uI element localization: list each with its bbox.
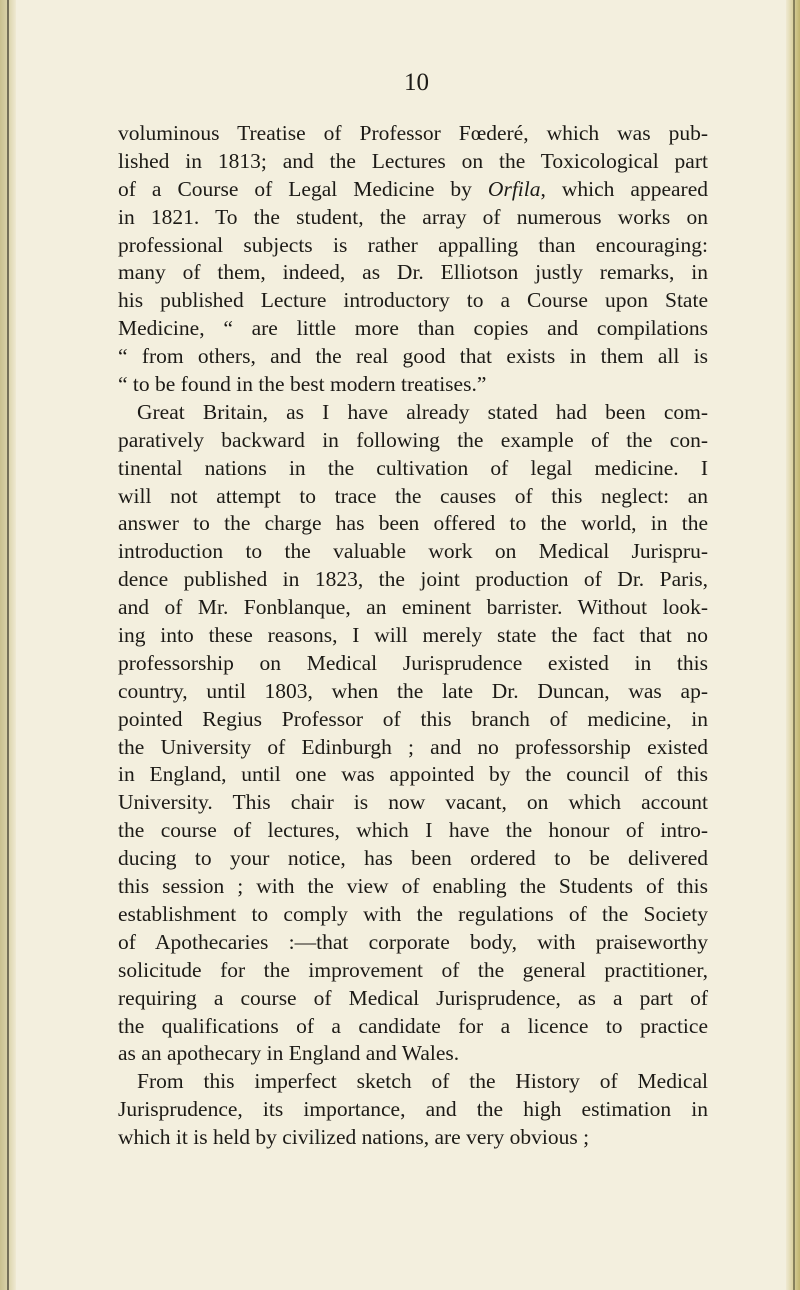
text-run: answer to the charge has been offered to the world, in the — [118, 511, 708, 536]
text-run: paratively backward in following the example of the con- — [118, 427, 708, 452]
text-line — [118, 204, 708, 232]
text-line — [118, 845, 708, 873]
text-run: pointed Regius Professor of this branch of medicine, in — [118, 706, 708, 731]
text-line — [118, 232, 708, 260]
text-line — [118, 259, 708, 287]
text-line — [118, 510, 708, 538]
text-run: dence published in 1823, the joint production of Dr. Paris, — [118, 567, 708, 592]
text-run: professorship on Medical Jurisprudence existed in this — [118, 650, 708, 675]
text-run: of Apothecaries :—that corporate body, with praiseworthy — [118, 929, 708, 954]
text-line — [118, 1040, 708, 1068]
text-run: solicitude for the improvement of the general practitioner, — [118, 957, 708, 982]
text-run: establishment to comply with the regulations of the Society — [118, 901, 708, 926]
text-run: his published Lecture introductory to a Course upon State — [118, 288, 708, 313]
text-line — [118, 985, 708, 1013]
text-line — [118, 566, 708, 594]
text-run: of a Course of Legal Medicine by — [118, 176, 488, 201]
text-run: Jurisprudence, its importance, and the high estimation in — [118, 1097, 708, 1122]
text-run: the course of lectures, which I have the honour of intro- — [118, 818, 708, 843]
text-line — [118, 873, 708, 901]
text-line — [118, 287, 708, 315]
text-run: the University of Edinburgh ; and no professorship existed — [118, 734, 708, 759]
text-line — [118, 371, 708, 399]
text-run: the qualifications of a candidate for a licence to practice — [118, 1013, 708, 1038]
text-run: which it is held by civilized nations, are very obvious ; — [118, 1125, 590, 1150]
text-line — [118, 594, 708, 622]
text-line — [118, 483, 708, 511]
text-line — [118, 678, 708, 706]
binding-rule-left — [7, 0, 9, 1290]
page-number: 10 — [404, 69, 429, 96]
text-run: “ to be found in the best modern treatises.” — [118, 372, 487, 397]
text-run: ducing to your notice, has been ordered to be delivered — [118, 846, 708, 871]
text-run: requiring a course of Medical Jurisprudence, as a part of — [118, 985, 708, 1010]
text-run: introduction to the valuable work on Medical Jurispru- — [118, 539, 708, 564]
text-run: “ from others, and the real good that exists in them all is — [118, 344, 708, 369]
text-line — [118, 761, 708, 789]
text-line — [118, 343, 708, 371]
text-run: , which appeared — [540, 176, 709, 201]
text-run: From this imperfect sketch of the History of Medical — [137, 1069, 708, 1094]
text-run: ing into these reasons, I will merely state the fact that no — [118, 623, 708, 648]
binding-rule-right — [793, 0, 795, 1290]
text-line — [118, 1013, 708, 1041]
text-run: professional subjects is rather appalling than encouraging: — [118, 232, 708, 257]
text-run: voluminous Treatise of Professor Fœderé, which was pub- — [118, 121, 708, 145]
text-line — [118, 734, 708, 762]
text-line — [118, 1124, 708, 1152]
text-line — [118, 650, 708, 678]
text-line — [118, 789, 708, 817]
text-run: in 1821. To the student, the array of numerous works on — [118, 204, 708, 229]
italic-author-name: Orfila — [487, 176, 541, 201]
text-run: lished in 1813; and the Lectures on the Toxicological part — [118, 148, 708, 173]
paragraph-start-line — [118, 399, 708, 427]
text-line — [118, 176, 708, 204]
text-run: and of Mr. Fonblanque, an eminent barrister. Without look- — [118, 595, 708, 620]
text-run: in England, until one was appointed by the council of this — [118, 762, 708, 787]
paragraph-start-line — [118, 1068, 708, 1096]
text-run: as an apothecary in England and Wales. — [118, 1041, 460, 1066]
text-line — [118, 817, 708, 845]
text-line — [118, 148, 708, 176]
text-run: Medicine, “ are little more than copies and compilations — [118, 316, 708, 341]
text-run: Great Britain, as I have already stated had been com- — [137, 399, 708, 424]
text-line — [118, 706, 708, 734]
text-line — [118, 622, 708, 650]
text-run: country, until 1803, when the late Dr. Duncan, was ap- — [118, 678, 708, 703]
text-line — [118, 1096, 708, 1124]
text-line — [118, 315, 708, 343]
text-line — [118, 427, 708, 455]
text-line — [118, 929, 708, 957]
text-line — [118, 455, 708, 483]
text-run: University. This chair is now vacant, on which account — [118, 790, 708, 815]
text-line — [118, 538, 708, 566]
text-run: tinental nations in the cultivation of legal medicine. I — [118, 455, 708, 480]
text-run: many of them, indeed, as Dr. Elliotson justly remarks, in — [118, 260, 708, 285]
text-run: this session ; with the view of enabling the Students of this — [118, 874, 708, 899]
text-line — [118, 957, 708, 985]
text-line — [118, 120, 708, 148]
text-run: will not attempt to trace the causes of this neglect: an — [118, 483, 708, 508]
body-text — [118, 120, 708, 1152]
text-line — [118, 901, 708, 929]
